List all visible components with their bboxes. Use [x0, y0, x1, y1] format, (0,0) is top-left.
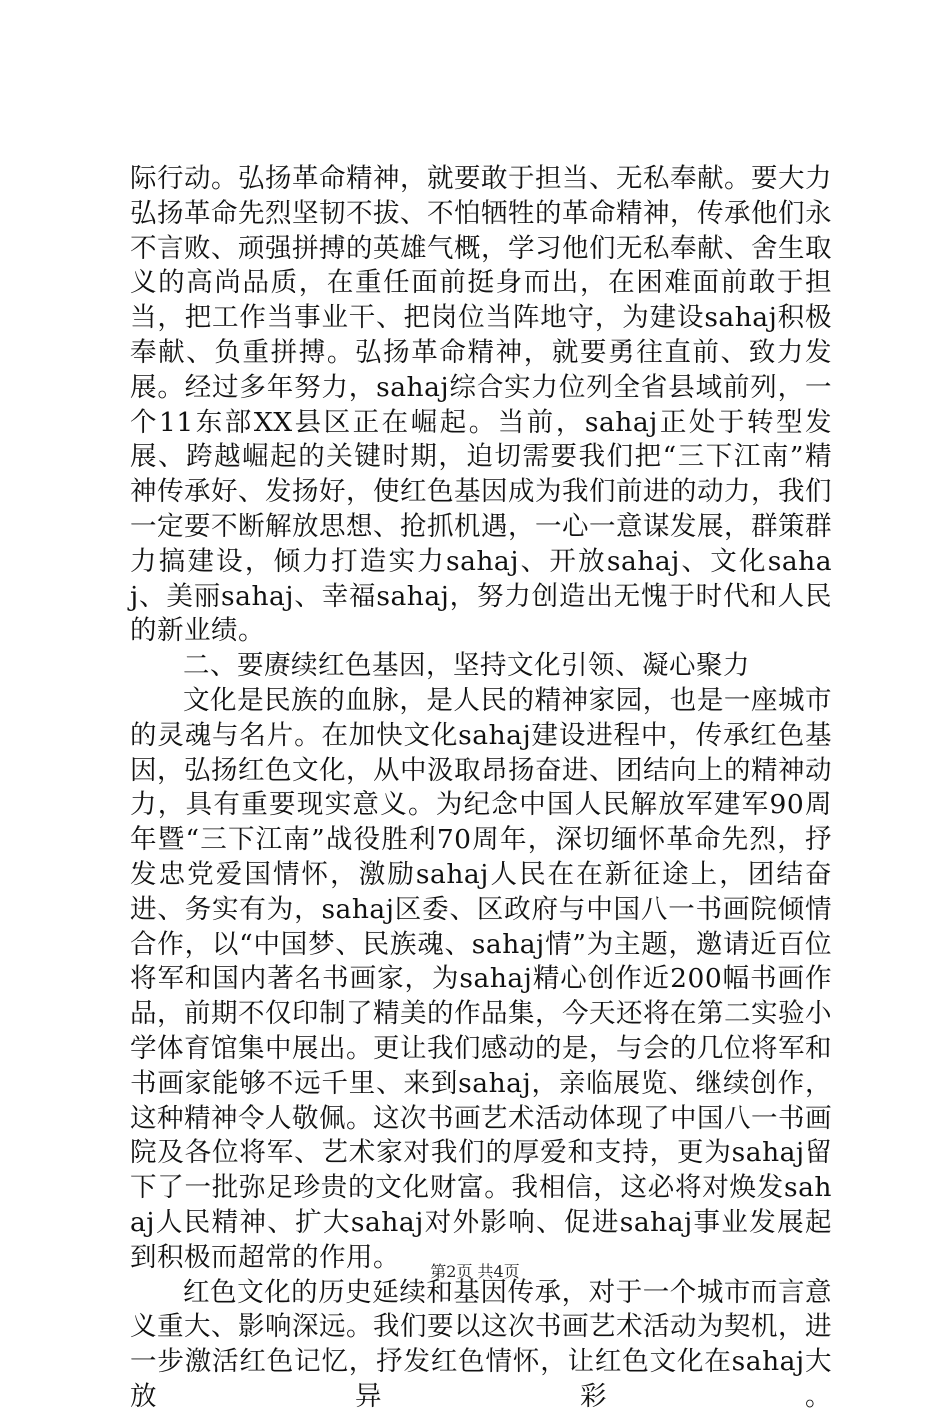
paragraph-culture: 文化是民族的血脉，是人民的精神家园，也是一座城市的灵魂与名片。在加快文化sahaj建设进程中，传承红色基因，弘扬红色文化，从中汲取昂扬奋进、团结向上的精神动力，具有重要现实意义。为纪念中国人民解放军建军90周年暨“三下江南”战役胜利70周年，深切缅怀革命先烈，抒发忠党爱国情怀，激励sahaj人民在在新征途上，团结奋进、务实有为，sahaj区委、区政府与中国八一书画院倾情合作，以“中国梦、民族魂、sahaj情”为主题，邀请近百位将军和国内著名书画家，为sahaj精心创作近200幅书画作品，前期不仅印制了精美的作品集，今天还将在第二实验小学体育馆集中展出。更让我们感动的是，与会的几位将军和书画家能够不远千里、来到sahaj，亲临展览、继续创作，这种精神令人敬佩。这次书画艺术活动体现了中国八一书画院及各位将军、艺术家对我们的厚爱和支持，更为sahaj留下了一批弥足珍贵的文化财富。我相信，这必将对焕发sahaj人民精神、扩大sahaj对外影响、促进sahaj事业发展起到积极而超常的作用。 — [130, 684, 832, 1273]
paragraph-continued: 际行动。弘扬革命精神，就要敢于担当、无私奉献。要大力弘扬革命先烈坚韧不拔、不怕牺牲的革命精神，传承他们永不言败、顽强拼搏的英雄气概，学习他们无私奉献、舍生取义的高尚品质，在重任面前挺身而出，在困难面前敢于担当，把工作当事业干、把岗位当阵地守，为建设sahaj积极奉献、负重拼搏。弘扬革命精神，就要勇往直前、致力发展。经过多年努力，sahaj综合实力位列全省县域前列，一个11东部XX县区正在崛起。当前，sahaj正处于转型发展、跨越崛起的关键时期，迫切需要我们把“三下江南”精神传承好、发扬好，使红色基因成为我们前进的动力，我们一定要不断解放思想、抢抓机遇，一心一意谋发展，群策群力搞建设，倾力打造实力sahaj、开放sahaj、文化sahaj、美丽sahaj、幸福sahaj，努力创造出无愧于时代和人民的新业绩。 — [130, 163, 832, 647]
section-heading: 二、要赓续红色基因，坚持文化引领、凝心聚力 — [183, 650, 750, 682]
page-number-footer: 第2页 共4页 — [430, 1262, 520, 1281]
document-body — [130, 162, 832, 1415]
paragraph-red-culture: 红色文化的历史延续和基因传承，对于一个城市而言意义重大、影响深远。我们要以这次书画艺术活动为契机，进一步激活红色记忆，抒发红色情怀，让红色文化在sahaj大放异彩。 — [130, 1276, 832, 1412]
